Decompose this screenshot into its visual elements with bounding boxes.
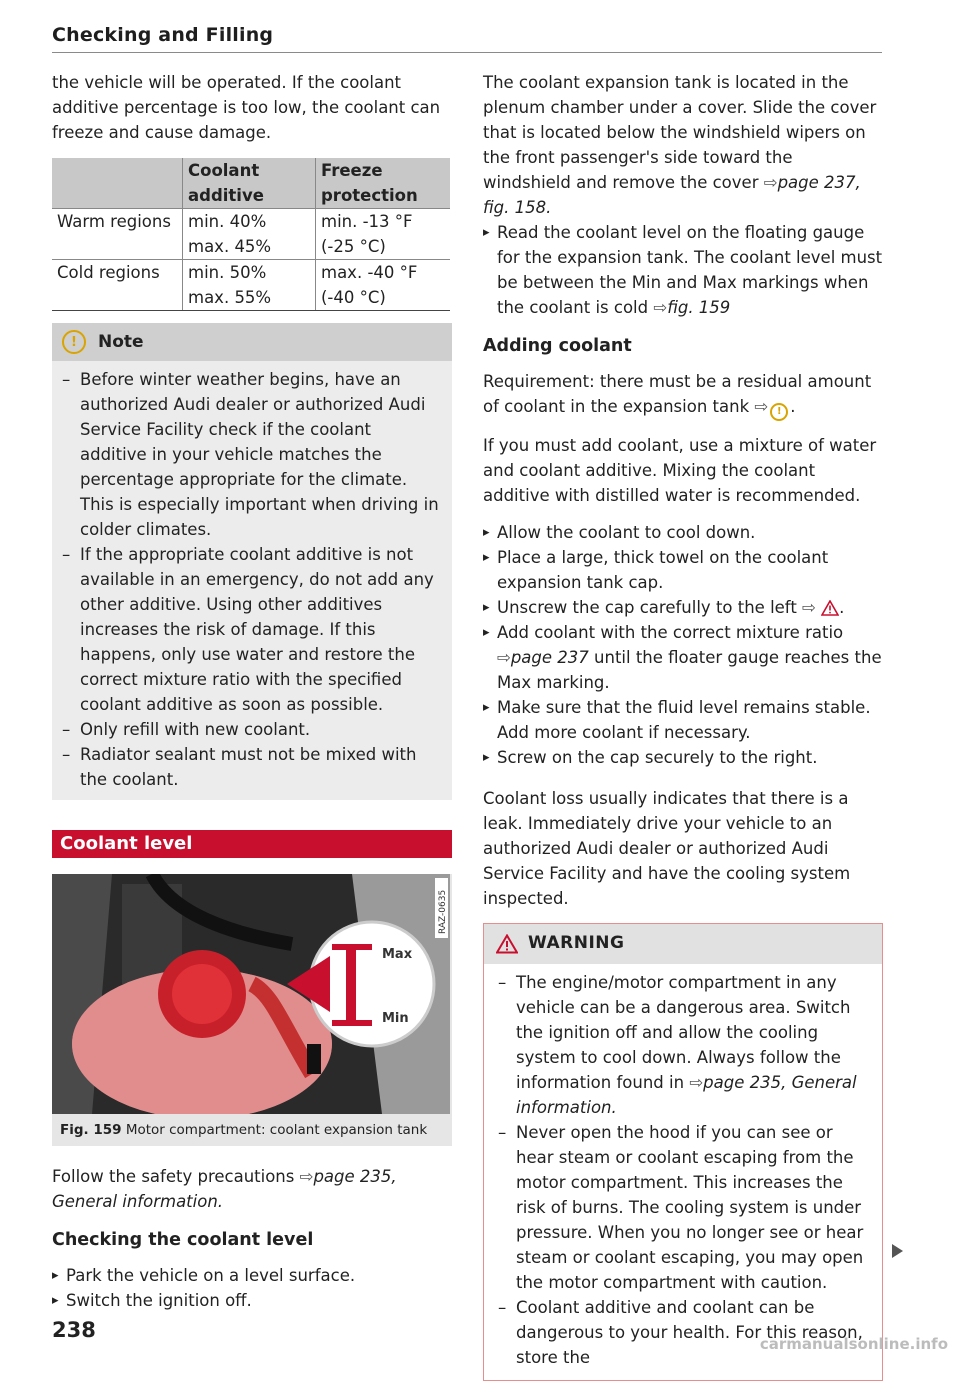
figure-caption-text: Motor compartment: coolant expansion tank	[125, 1122, 428, 1138]
warning-item: – Coolant additive and coolant can be dangerous to your health. For this reason, store the	[498, 1295, 870, 1370]
note-icon: !	[62, 330, 86, 354]
warning-icon[interactable]	[821, 600, 839, 616]
table-cell: min. 50% max. 55%	[183, 260, 316, 311]
table-row	[52, 260, 450, 311]
intro-paragraph: the vehicle will be operated. If the coolant additive percentage is too low, the coolant can freeze and cause damage.	[52, 73, 441, 142]
section-title-coolant-level: Coolant level	[52, 830, 452, 858]
warning-triangle-icon	[496, 934, 518, 954]
note-header	[52, 323, 452, 361]
step-item: ▸ Switch the ignition off.	[52, 1288, 452, 1313]
table-header-cell: Coolant additive	[183, 158, 316, 209]
warning-title: WARNING	[528, 933, 625, 953]
left-column	[52, 70, 452, 1325]
tank-location-paragraph	[483, 70, 883, 220]
table-header-cell	[52, 158, 183, 209]
warning-box	[483, 923, 883, 1381]
warning-header	[484, 924, 882, 964]
note-item: – Radiator sealant must not be mixed with the coolant.	[62, 742, 440, 792]
note-box	[52, 323, 452, 800]
xref-arrow-icon: ⇨	[689, 1072, 704, 1092]
para-text: The coolant expansion tank is located in the plenum chamber under a cover. Slide the cover that is located below the windshield wipers on the front passenger's side toward the windshield and remove the cover	[483, 73, 877, 192]
step-text: Unscrew the cap carefully to the left	[497, 597, 797, 617]
step-item: ▸ Place a large, thick towel on the coolant expansion tank cap.	[483, 545, 883, 595]
max-label: Max	[382, 947, 413, 962]
checking-steps	[52, 1263, 452, 1313]
xref-arrow-icon: ⇨	[299, 1167, 314, 1186]
xref-arrow-icon: ⇨	[763, 173, 778, 192]
fig159-link[interactable]: fig. 159	[667, 298, 731, 317]
mixture-paragraph: If you must add coolant, use a mixture of water and coolant additive. Mixing the coolant additive with distilled water is recommended.	[483, 435, 877, 505]
table-cell: min. 40% max. 45%	[183, 209, 316, 260]
coolant-table	[52, 158, 450, 311]
checking-heading: Checking the coolant level	[52, 1230, 314, 1250]
step-item: ▸ Screw on the cap securely to the right.	[483, 745, 883, 770]
header-rule	[52, 52, 882, 53]
safety-link[interactable]: page 235, General information.	[52, 1167, 397, 1211]
step-item: ▸ Park the vehicle on a level surface.	[52, 1263, 452, 1288]
page-number: 238	[52, 1318, 96, 1342]
table-row	[52, 209, 450, 260]
note-title: Note	[98, 331, 144, 352]
coolant-tank-illustration	[52, 874, 450, 1114]
table-header-cell: Freeze protection	[316, 158, 451, 209]
step-item: ▸ Allow the coolant to cool down.	[483, 520, 883, 545]
xref-arrow-icon: ⇨	[802, 597, 816, 617]
note-item: – If the appropriate coolant additive is not available in an emergency, do not add any other additive. Using other additives increases the risk of damage. If this happens, only use water and restore the correct mixture ratio with the specified coolant additive as soon as possible.	[62, 542, 440, 717]
figure-coolant-tank	[52, 874, 452, 1146]
step-item	[483, 220, 883, 320]
warning-item	[498, 970, 870, 1120]
figure-code: RAZ-0635	[438, 889, 448, 934]
note-item: – Before winter weather begins, have an authorized Audi dealer or authorized Audi Service Facility check if the coolant additive in your vehicle matches the percentage appropriate for the climate. This is especially important when driving in colder climates.	[62, 367, 440, 542]
continue-arrow-icon	[892, 1244, 903, 1258]
page237-link[interactable]: page 237	[510, 647, 589, 667]
table-cell: max. -40 °F (-40 °C)	[316, 260, 451, 311]
note-list	[52, 367, 452, 792]
xref-arrow-icon: ⇨	[497, 647, 511, 667]
page-header-title: Checking and Filling	[52, 24, 274, 46]
right-column	[483, 70, 883, 1381]
table-cell: Cold regions	[52, 260, 183, 311]
requirement-text: Requirement: there must be a residual amount of coolant in the expansion tank	[483, 372, 872, 416]
step-item: ▸ Unscrew the cap carefully to the left ⇨ .	[483, 595, 883, 620]
xref-arrow-icon: ⇨	[754, 397, 769, 416]
note-item: – Only refill with new coolant.	[62, 717, 440, 742]
coolant-loss-paragraph: Coolant loss usually indicates that there is a leak. Immediately drive your vehicle to an authorized Audi dealer or authorized Audi Service Facility and have the cooling system inspected.	[483, 788, 851, 908]
note-ref-icon[interactable]: !	[770, 403, 788, 421]
table-header-row	[52, 158, 450, 209]
requirement-paragraph: Requirement: there must be a residual amount of coolant in the expansion tank ⇨ ! .	[483, 369, 883, 421]
figure-caption	[52, 1114, 452, 1146]
safety-text: Follow the safety precautions	[52, 1167, 295, 1186]
safety-paragraph	[52, 1164, 452, 1214]
step-text: Add coolant with the correct mixture ratio	[497, 622, 844, 642]
table-cell: Warm regions	[52, 209, 183, 260]
step-item: ▸ Make sure that the fluid level remains stable. Add more coolant if necessary.	[483, 695, 883, 745]
read-level-step	[483, 220, 883, 320]
fig158-link[interactable]: page 237, fig. 158.	[483, 173, 861, 217]
warning-list	[484, 970, 882, 1370]
step-text: until the floater gauge reaches the Max marking.	[497, 647, 882, 692]
warning-text: The engine/motor compartment in any vehicle can be a dangerous area. Switch the ignition off and allow the cooling system to cool down. Always follow the information found in	[516, 972, 851, 1092]
min-label: Min	[382, 1011, 409, 1026]
table-cell: min. -13 °F (-25 °C)	[316, 209, 451, 260]
warning-item: – Never open the hood if you can see or hear steam or coolant escaping from the motor compartment. This increases the risk of burns. The cooling system is under pressure. When you no longer see or hear steam or coolant escaping, you may open the motor compartment with caution.	[498, 1120, 870, 1295]
step-text: Read the coolant level on the floating gauge for the expansion tank. The coolant level must be between the Min and Max markings when the coolant is cold	[497, 223, 883, 317]
adding-steps	[483, 520, 883, 770]
figure-number: Fig. 159	[60, 1122, 122, 1138]
step-item	[483, 620, 883, 695]
adding-heading: Adding coolant	[483, 336, 632, 356]
xref-arrow-icon: ⇨	[653, 298, 668, 317]
watermark: carmanualsonline.info	[759, 1335, 948, 1353]
page235-link[interactable]: page 235, General information.	[516, 1072, 857, 1117]
